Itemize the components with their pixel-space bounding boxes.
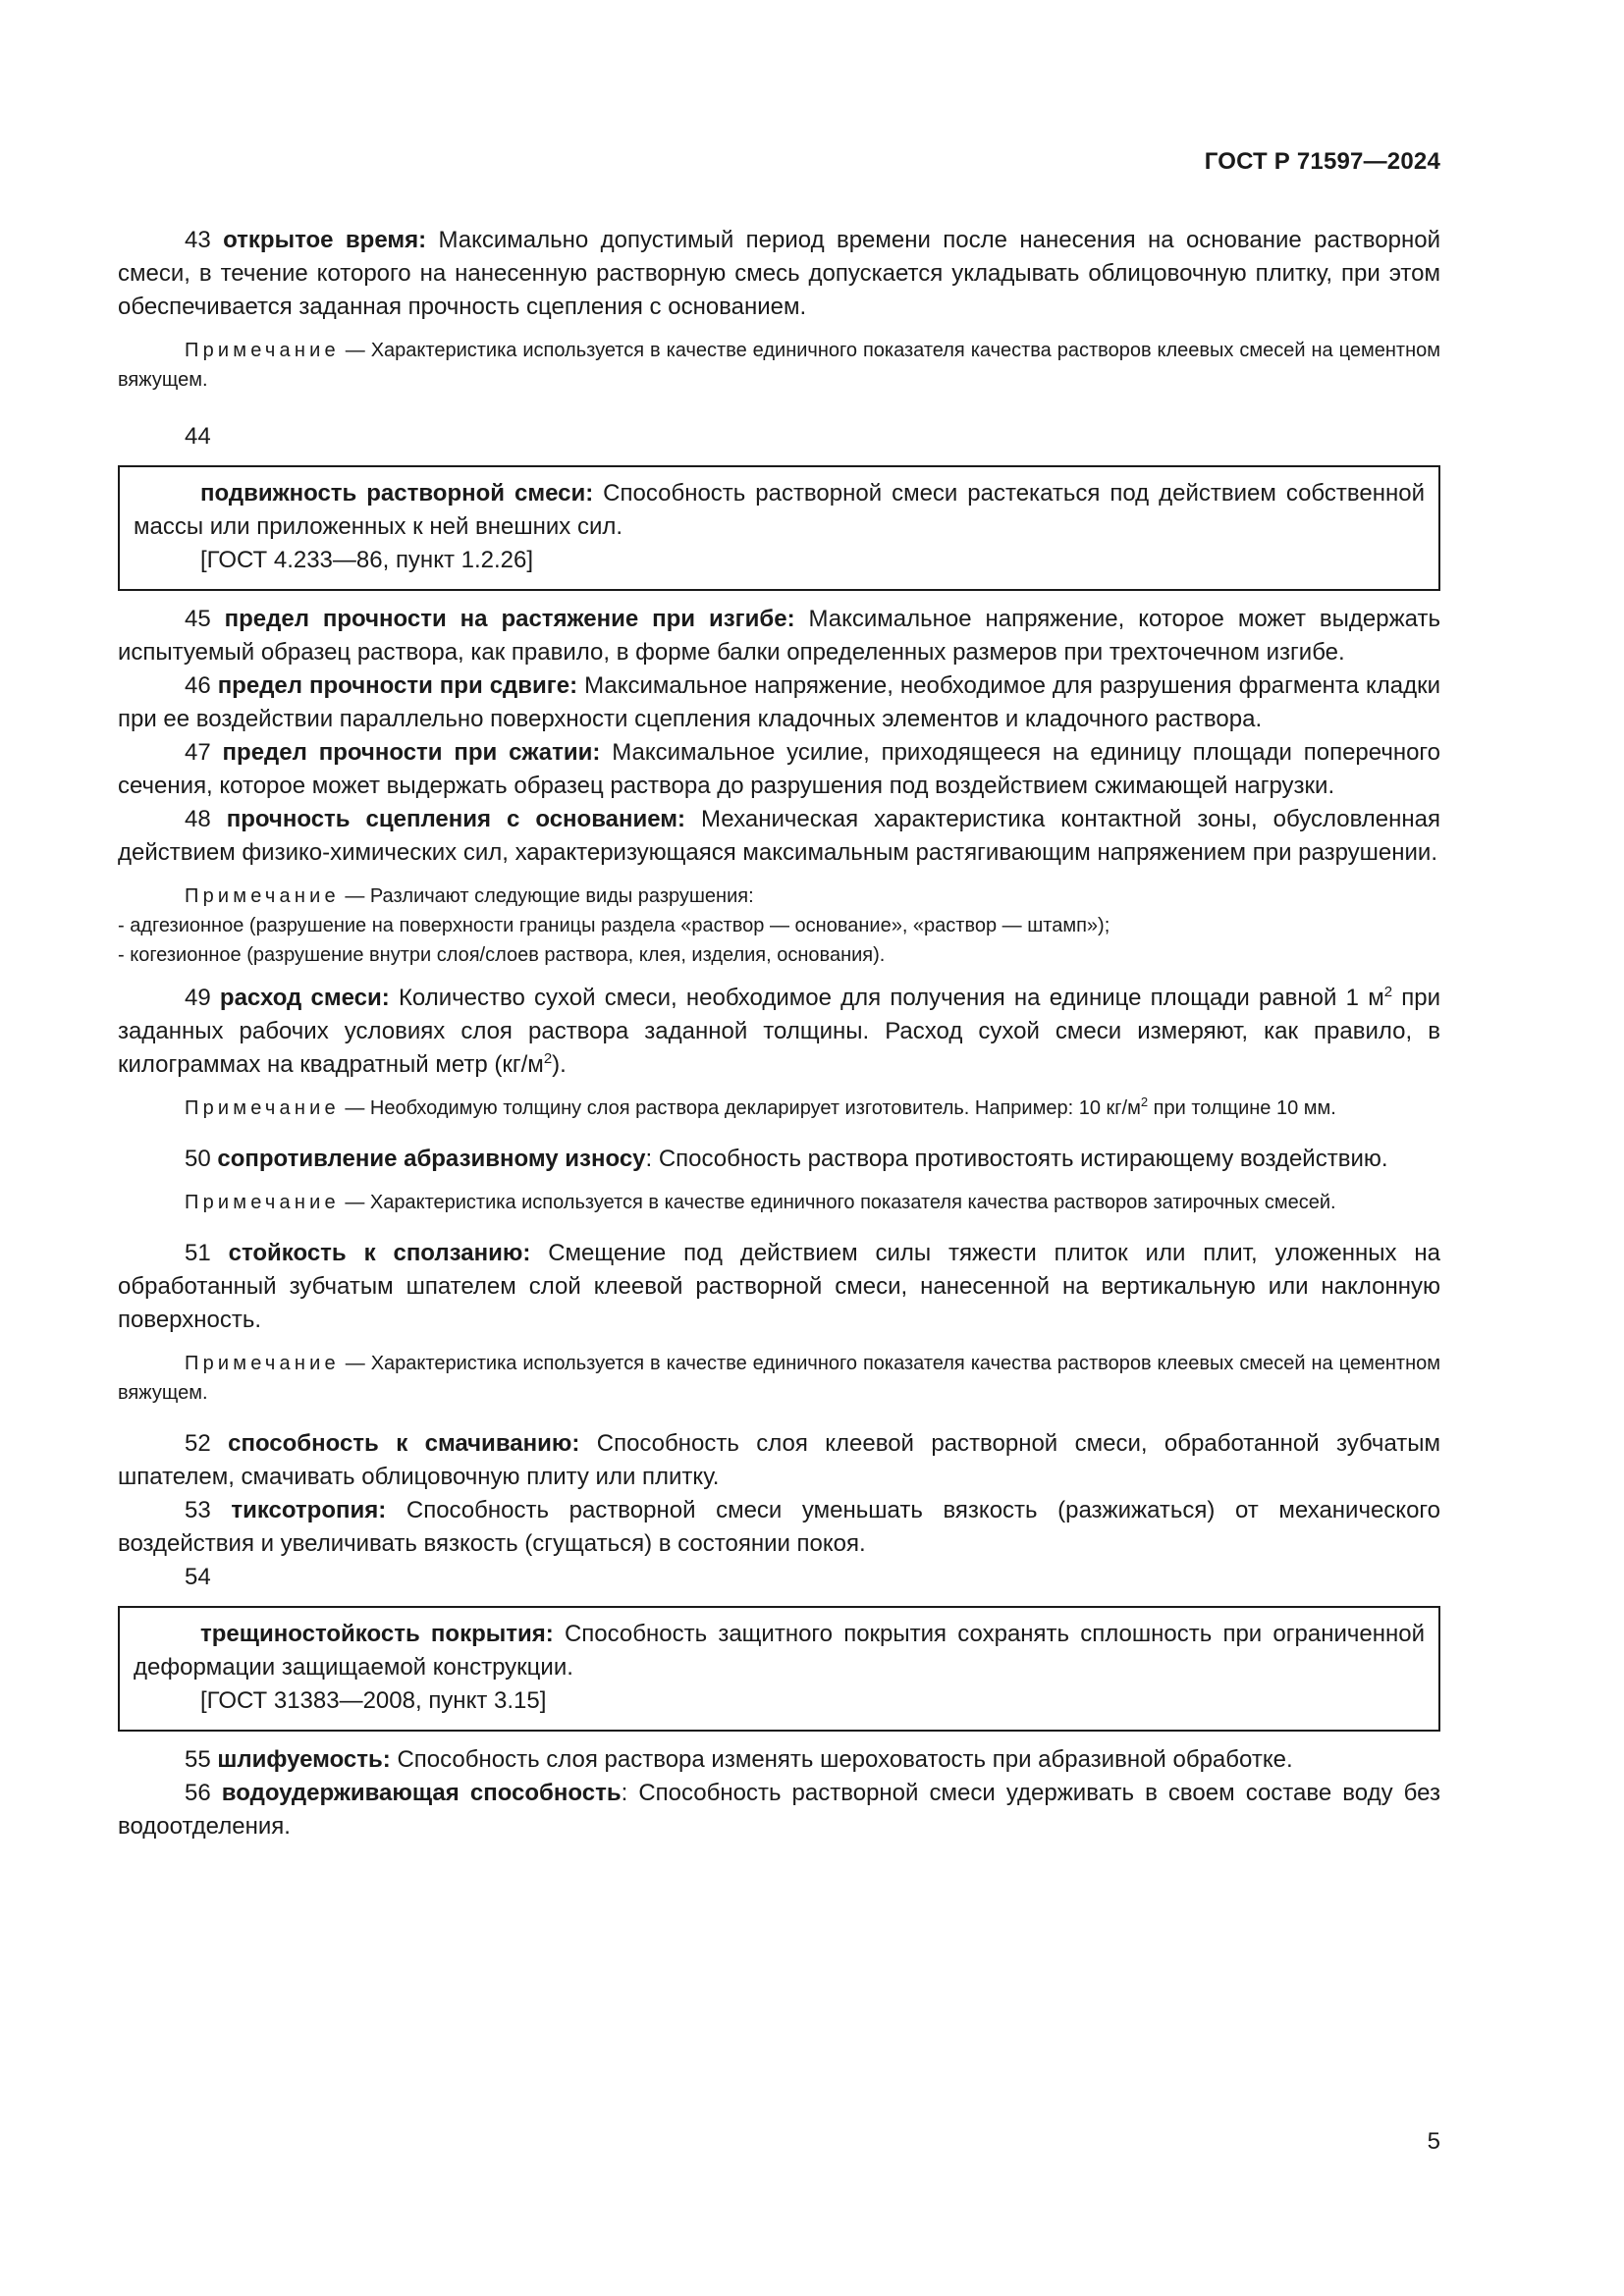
term-number: 45 xyxy=(185,606,211,632)
term-entry-56 xyxy=(118,1777,1440,1843)
term-entry-50 xyxy=(118,1143,1440,1176)
term-title: прочность сцепления с основанием: xyxy=(226,806,686,832)
term-definition: Смещение под действием силы тяжести плиток или плит, уложенных на обработанный зубчатым шпателем слой клеевой растворной смеси, нанесенной на вертикальную или наклонную поверхность. xyxy=(118,1240,1440,1333)
term-definition: : Способность раствора противостоять истирающему воздействию. xyxy=(645,1146,1388,1172)
term-definition: Способность слоя раствора изменять шероховатость при абразивной обработке. xyxy=(397,1746,1293,1773)
term-definition: Механическая характеристика контактной зоны, обусловленная действием физико-химических сил, характеризующаяся максимальным растягивающим напряжением при разрушении. xyxy=(118,806,1440,866)
term-number: 50 xyxy=(185,1146,211,1172)
term-title: расход смеси: xyxy=(219,985,390,1011)
term-entry-51 xyxy=(118,1237,1440,1337)
note-50 xyxy=(118,1188,1440,1217)
term-number: 52 xyxy=(185,1430,211,1457)
term-number: 53 xyxy=(185,1497,211,1523)
note-label: Примечание xyxy=(185,340,340,361)
term-definition: Количество сухой смеси, необходимое для получения на единице площади равной 1 $м^2$ при заданных рабочих условиях слоя раствора заданной толщины. Расход сухой смеси измеряют, как правило, в килограммах на квадратный метр $(кг/м^2)$. xyxy=(118,984,1441,1078)
term-number: 46 xyxy=(185,672,211,699)
note-item: - адгезионное (разрушение на поверхности границы раздела «раствор — основание», «раствор — штамп»); xyxy=(118,915,1110,936)
note-text: — Характеристика используется в качестве единичного показателя качества растворов клеевых смесей на цементном вяжущем. xyxy=(118,1353,1440,1404)
term-title: способность к смачиванию: xyxy=(228,1430,580,1457)
document-header: ГОСТ Р 71597—2024 xyxy=(1204,148,1440,175)
note-label: Примечание xyxy=(185,1192,340,1213)
term-title: подвижность растворной смеси: xyxy=(200,480,594,507)
note-text: — Характеристика используется в качестве единичного показателя качества растворов клеевых смесей на цементном вяжущем. xyxy=(118,340,1440,391)
note-label: Примечание xyxy=(185,885,340,907)
term-title: шлифуемость: xyxy=(217,1746,391,1773)
note-49 xyxy=(118,1094,1440,1123)
term-entry-43 xyxy=(118,224,1440,324)
term-definition: Способность растворной смеси растекаться под действием собственной массы или приложенных к ней внешних сил. xyxy=(134,480,1425,540)
term-definition: Максимальное напряжение, которое может выдержать испытуемый образец раствора, как правило, в форме балки определенных размеров при трехточечном изгибе. xyxy=(118,606,1440,666)
term-title: трещиностойкость покрытия: xyxy=(200,1621,554,1647)
term-title: водоудерживающая способность xyxy=(221,1780,622,1806)
terms-list xyxy=(118,224,1440,1843)
term-number: 43 xyxy=(185,227,211,253)
term-title: предел прочности при сдвиге: xyxy=(217,672,578,699)
note-text: — Различают следующие виды разрушения: xyxy=(345,885,754,907)
note-item: - когезионное (разрушение внутри слоя/слоев раствора, клея, изделия, основания). xyxy=(118,944,886,966)
term-entry-52 xyxy=(118,1427,1440,1494)
note-48 xyxy=(118,881,1440,970)
term-definition: Способность защитного покрытия сохранять сплошность при ограниченной деформации защищаемой конструкции. xyxy=(134,1621,1425,1681)
term-number: 47 xyxy=(185,739,211,766)
term-source: [ГОСТ 4.233—86, пункт 1.2.26] xyxy=(200,547,534,573)
term-number: 55 xyxy=(185,1746,211,1773)
note-label: Примечание xyxy=(185,1097,340,1119)
term-source: [ГОСТ 31383—2008, пункт 3.15] xyxy=(200,1687,547,1714)
term-title: стойкость к сползанию: xyxy=(228,1240,531,1266)
term-entry-44 xyxy=(134,477,1425,544)
term-entry-55 xyxy=(118,1743,1440,1777)
term-definition: Способность слоя клеевой растворной смеси, обработанной зубчатым шпателем, смачивать облицовочную плиту или плитку. xyxy=(118,1430,1441,1490)
note-43 xyxy=(118,336,1440,395)
term-entry-47 xyxy=(118,736,1440,803)
term-entry-48 xyxy=(118,803,1440,870)
note-label: Примечание xyxy=(185,1353,340,1374)
term-number-44: 44 xyxy=(185,423,211,450)
term-number-54: 54 xyxy=(185,1564,211,1590)
term-definition: : Способность растворной смеси удерживать в своем составе воду без водоотделения. xyxy=(118,1780,1440,1840)
term-number: 51 xyxy=(185,1240,211,1266)
note-text: — Характеристика используется в качестве единичного показателя качества растворов затирочных смесей. xyxy=(345,1192,1336,1213)
term-entry-53 xyxy=(118,1494,1440,1561)
term-title: открытое время: xyxy=(223,227,427,253)
term-title: предел прочности на растяжение при изгибе: xyxy=(224,606,795,632)
term-title: тиксотропия: xyxy=(231,1497,387,1523)
term-entry-49 xyxy=(118,982,1440,1082)
term-definition: Максимальное усилие, приходящееся на единицу площади поперечного сечения, которое может выдержать образец раствора до разрушения под воздействием сжимающей нагрузки. xyxy=(118,739,1441,799)
page-number: 5 xyxy=(1427,2128,1440,2155)
term-title: сопротивление абразивному износу xyxy=(217,1146,646,1172)
term-definition: Максимально допустимый период времени после нанесения на основание растворной смеси, в течение которого на нанесенную растворную смесь допускается укладывать облицовочную плитку, при этом обеспечивается заданная прочность сцепления с основанием. xyxy=(118,227,1440,320)
term-box-44 xyxy=(118,465,1440,591)
term-box-54 xyxy=(118,1606,1440,1732)
term-entry-46 xyxy=(118,669,1440,736)
note-text: — Необходимую толщину слоя раствора декларирует изготовитель. Например: 10 $кг/м^2$ при толщине 10 мм. xyxy=(345,1095,1336,1119)
term-definition: Способность растворной смеси уменьшать вязкость (разжижаться) от механического воздействия и увеличивать вязкость (сгущаться) в состоянии покоя. xyxy=(118,1497,1441,1557)
term-number: 56 xyxy=(185,1780,211,1806)
note-51 xyxy=(118,1349,1440,1408)
term-definition: Максимальное напряжение, необходимое для разрушения фрагмента кладки при ее воздействии параллельно поверхности сцепления кладочных элементов и кладочного раствора. xyxy=(118,672,1441,732)
term-number: 48 xyxy=(185,806,211,832)
term-number: 49 xyxy=(185,985,211,1011)
term-entry-45 xyxy=(118,603,1440,669)
term-entry-54 xyxy=(134,1618,1425,1684)
term-title: предел прочности при сжатии: xyxy=(222,739,601,766)
